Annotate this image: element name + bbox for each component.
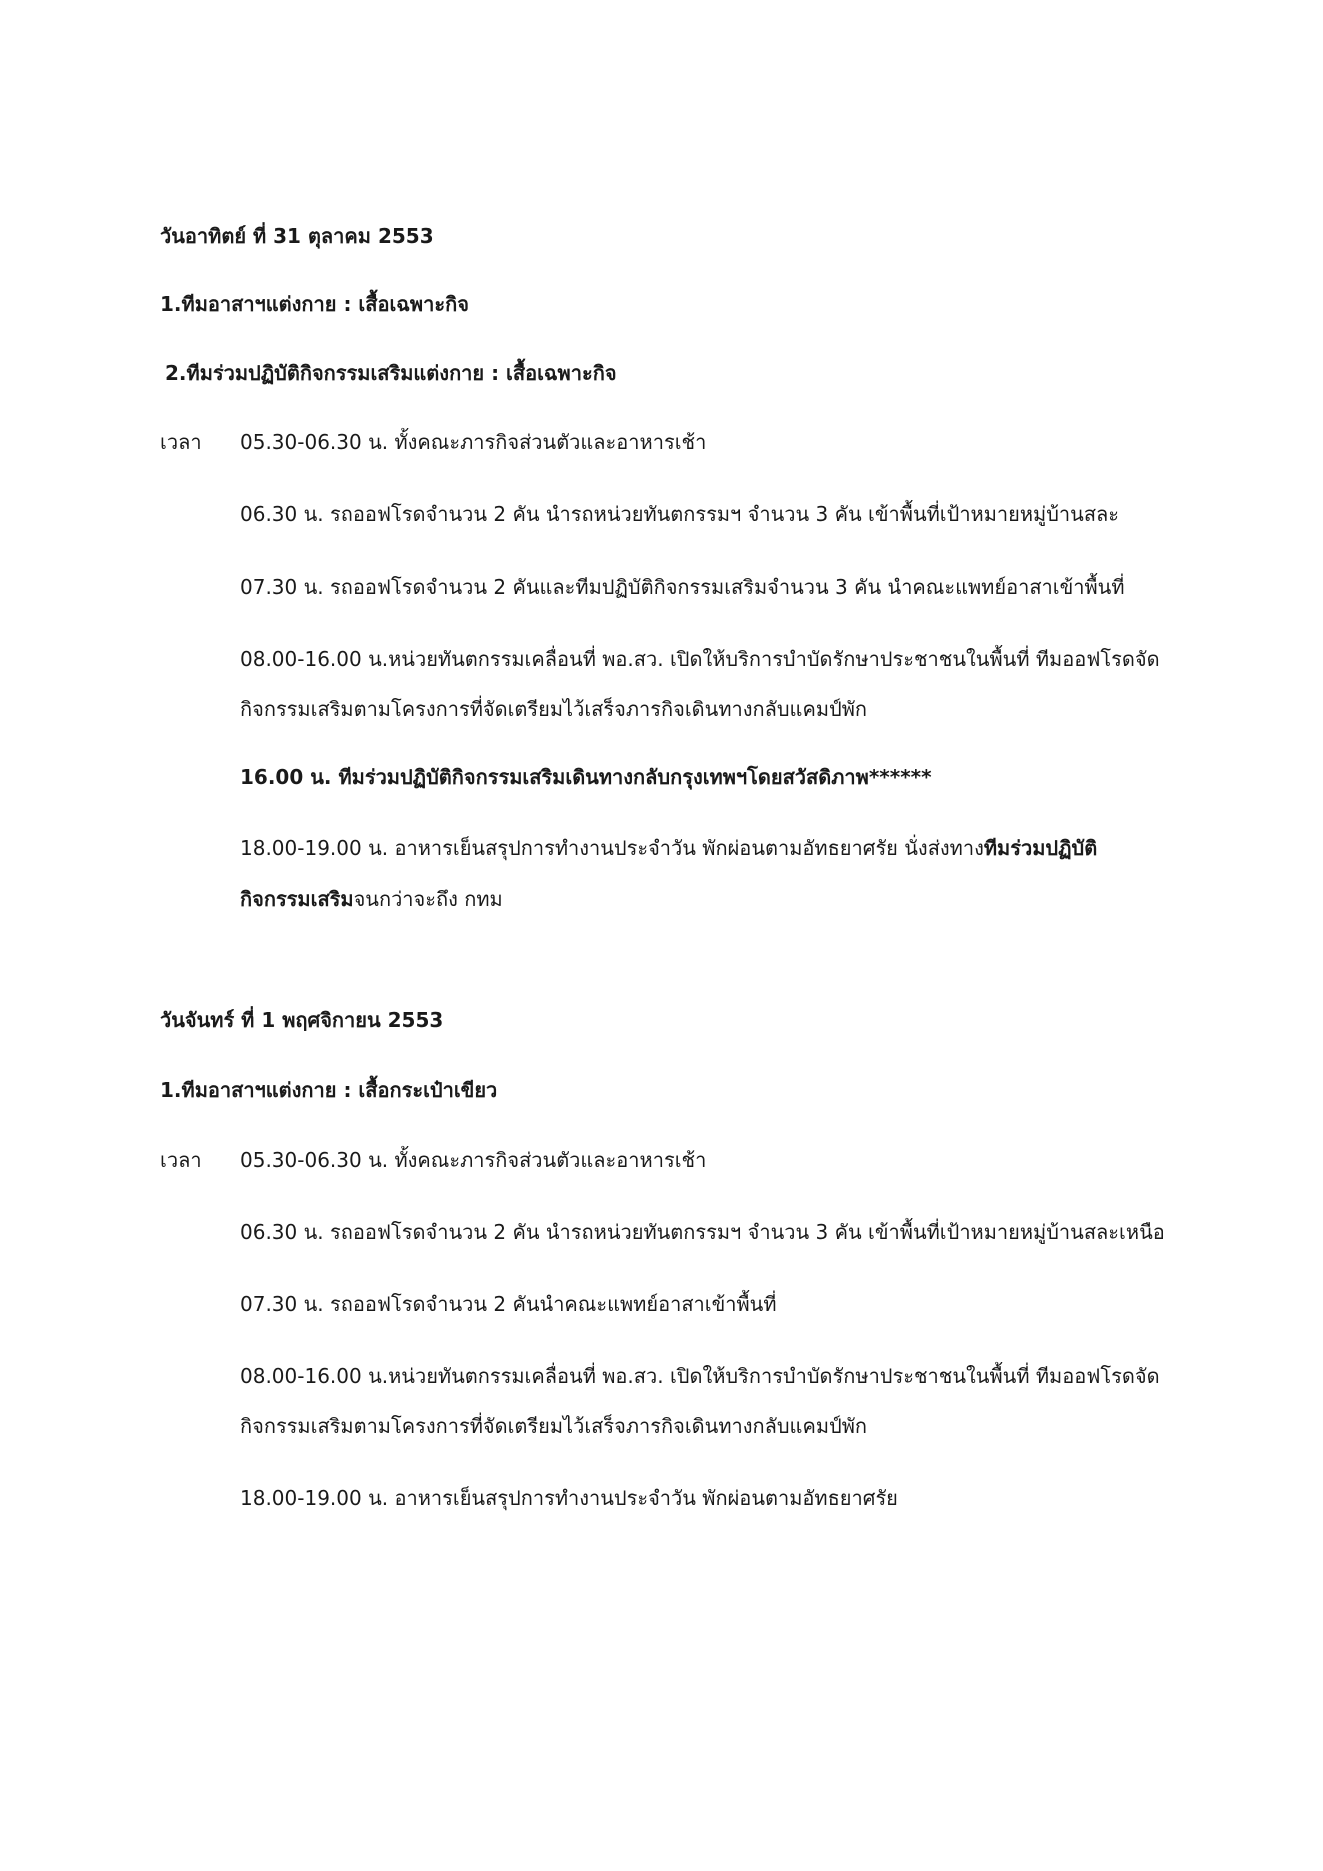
- schedule-item: 06.30 น. รถออฟโรดจำนวน 2 คัน นำรถหน่วยทันตกรรมฯ จำนวน 3 คัน เข้าพื้นที่เป้าหมายหมู่บ้านสละ: [240, 502, 1120, 526]
- schedule-item-continued: กิจกรรมเสริมตามโครงการที่จัดเตรียมไว้เสร็จภารกิจเดินทางกลับแคมป์พัก: [240, 697, 868, 721]
- schedule-item: 06.30 น. รถออฟโรดจำนวน 2 คัน นำรถหน่วยทันตกรรมฯ จำนวน 3 คัน เข้าพื้นที่เป้าหมายหมู่บ้านสละเหนือ: [240, 1220, 1165, 1244]
- time-label: เวลา: [160, 430, 202, 454]
- schedule-item-continued: กิจกรรมเสริมตามโครงการที่จัดเตรียมไว้เสร็จภารกิจเดินทางกลับแคมป์พัก: [240, 1414, 868, 1438]
- schedule-item-text: 18.00-19.00 น. อาหารเย็นสรุปการทำงานประจำวัน พักผ่อนตามอัทธยาศรัย นั่งส่งทาง: [240, 836, 984, 860]
- dress-code-line: 2.ทีมร่วมปฏิบัติกิจกรรมเสริมแต่งกาย : เสื้อเฉพาะกิจ: [165, 361, 617, 385]
- schedule-item: 18.00-19.00 น. อาหารเย็นสรุปการทำงานประจำวัน พักผ่อนตามอัทธยาศรัย: [240, 1486, 898, 1510]
- section-date: วันอาทิตย์ ที่ 31 ตุลาคม 2553: [160, 224, 434, 248]
- schedule-item: 07.30 น. รถออฟโรดจำนวน 2 คันนำคณะแพทย์อาสาเข้าพื้นที่: [240, 1292, 777, 1316]
- schedule-item: 05.30-06.30 น. ทั้งคณะภารกิจส่วนตัวและอาหารเช้า: [240, 430, 707, 454]
- schedule-item: 05.30-06.30 น. ทั้งคณะภารกิจส่วนตัวและอาหารเช้า: [240, 1148, 707, 1172]
- schedule-item: 08.00-16.00 น.หน่วยทันตกรรมเคลื่อนที่ พอ.สว. เปิดให้บริการบำบัดรักษาประชาชนในพื้นที่ ทีมออฟโรดจัด: [240, 1364, 1160, 1388]
- schedule-item-continued: [240, 885, 503, 913]
- dress-code-line: 1.ทีมอาสาฯแต่งกาย : เสื้อเฉพาะกิจ: [160, 292, 469, 316]
- schedule-item: 08.00-16.00 น.หน่วยทันตกรรมเคลื่อนที่ พอ.สว. เปิดให้บริการบำบัดรักษาประชาชนในพื้นที่ ทีมออฟโรดจัด: [240, 647, 1160, 671]
- schedule-item-emphasis: ทีมร่วมปฏิบัติ: [983, 836, 1098, 860]
- dress-code-line: 1.ทีมอาสาฯแต่งกาย : เสื้อกระเป๋าเขียว: [160, 1078, 498, 1102]
- schedule-item: [240, 834, 1097, 862]
- section-date: วันจันทร์ ที่ 1 พฤศจิกายน 2553: [160, 1008, 444, 1032]
- schedule-item-text: จนกว่าจะถึง กทม: [353, 887, 503, 911]
- schedule-item: 07.30 น. รถออฟโรดจำนวน 2 คันและทีมปฏิบัติกิจกรรมเสริมจำนวน 3 คัน นำคณะแพทย์อาสาเข้าพื้นที่: [240, 575, 1125, 599]
- schedule-item-emphasis: กิจกรรมเสริม: [240, 887, 354, 911]
- time-label: เวลา: [160, 1148, 202, 1172]
- schedule-item-highlight: 16.00 น. ทีมร่วมปฏิบัติกิจกรรมเสริมเดินทางกลับกรุงเทพฯโดยสวัสดิภาพ******: [240, 765, 932, 789]
